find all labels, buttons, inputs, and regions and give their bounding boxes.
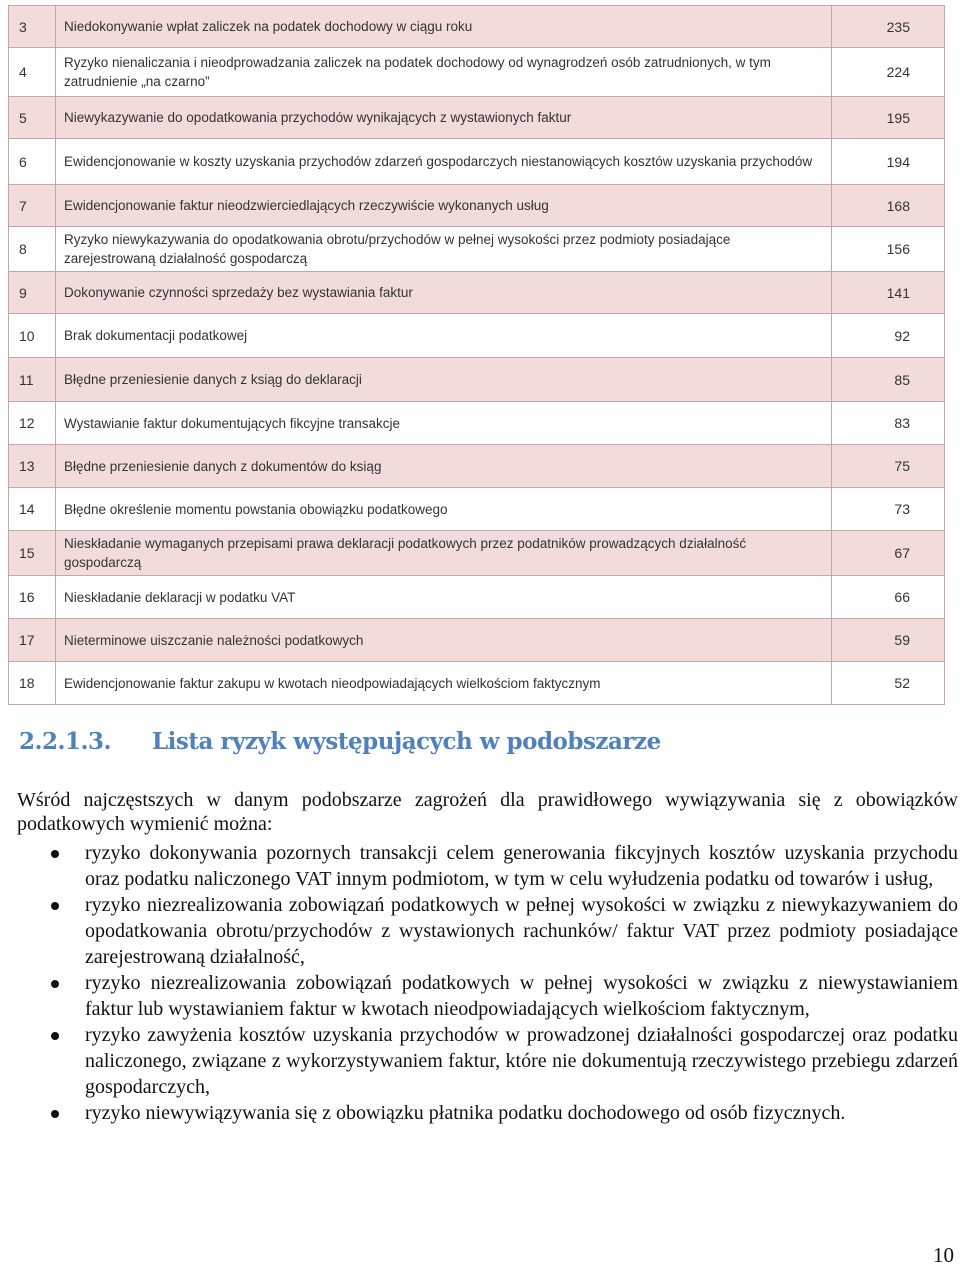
list-item bbox=[0, 840, 958, 892]
row-value: 168 bbox=[832, 185, 945, 227]
risk-table bbox=[8, 5, 945, 705]
row-value: 52 bbox=[832, 662, 945, 705]
list-item-text: ryzyko niezrealizowania zobowiązań podatkowych w pełnej wysokości w związku z niewykazywaniem do opodatkowania obrotu/przychodów z wystawionych rachunków/ faktur VAT przez podmioty posiadające zarejestrowaną działalność, bbox=[85, 894, 958, 968]
row-number: 8 bbox=[9, 227, 56, 272]
row-description: Ewidencjonowanie faktur nieodzwierciedlających rzeczywiście wykonanych usług bbox=[56, 185, 832, 227]
row-description: Ewidencjonowanie faktur zakupu w kwotach nieodpowiadających wielkościom faktycznym bbox=[56, 662, 832, 705]
row-number: 3 bbox=[9, 6, 56, 48]
row-number: 18 bbox=[9, 662, 56, 705]
row-value: 194 bbox=[832, 139, 945, 185]
row-description: Błędne określenie momentu powstania obowiązku podatkowego bbox=[56, 488, 832, 531]
list-item bbox=[0, 1022, 958, 1100]
row-value: 59 bbox=[832, 619, 945, 662]
table-row bbox=[9, 314, 945, 358]
row-description: Brak dokumentacji podatkowej bbox=[56, 314, 832, 358]
row-number: 7 bbox=[9, 185, 56, 227]
row-number: 15 bbox=[9, 531, 56, 576]
table-row bbox=[9, 576, 945, 619]
row-number: 11 bbox=[9, 358, 56, 402]
table-row bbox=[9, 139, 945, 185]
bullet-icon bbox=[51, 1110, 59, 1118]
row-number: 4 bbox=[9, 48, 56, 97]
row-description: Niedokonywanie wpłat zaliczek na podatek dochodowy w ciągu roku bbox=[56, 6, 832, 48]
section-number: 2.2.1.3. bbox=[19, 728, 112, 755]
table-row bbox=[9, 531, 945, 576]
row-description: Błędne przeniesienie danych z ksiąg do deklaracji bbox=[56, 358, 832, 402]
row-description: Nieskładanie wymaganych przepisami prawa deklaracji podatkowych przez podatników prowadzących działalność gospodarczą bbox=[56, 531, 832, 576]
table-row bbox=[9, 619, 945, 662]
row-description: Ryzyko nienaliczania i nieodprowadzania zaliczek na podatek dochodowy od wynagrodzeń osób zatrudnionych, w tym zatrudnienie „na czarno” bbox=[56, 48, 832, 97]
row-value: 67 bbox=[832, 531, 945, 576]
intro-paragraph: Wśród najczęstszych w danym podobszarze zagrożeń dla prawidłowego wywiązywania się z obowiązków podatkowych wymienić można: bbox=[17, 789, 958, 835]
row-value: 75 bbox=[832, 445, 945, 488]
list-item-text: ryzyko zawyżenia kosztów uzyskania przychodów w prowadzonej działalności gospodarczej oraz podatku naliczonego, związane z wykorzystywaniem faktur, które nie dokumentują rzeczywistego przebiegu zdarzeń gospodarczych, bbox=[85, 1024, 958, 1098]
row-value: 85 bbox=[832, 358, 945, 402]
list-item bbox=[0, 970, 958, 1022]
row-description: Nieterminowe uiszczanie należności podatkowych bbox=[56, 619, 832, 662]
row-value: 83 bbox=[832, 402, 945, 445]
row-description: Nieskładanie deklaracji w podatku VAT bbox=[56, 576, 832, 619]
row-description: Dokonywanie czynności sprzedaży bez wystawiania faktur bbox=[56, 272, 832, 314]
table-row bbox=[9, 185, 945, 227]
table-row bbox=[9, 97, 945, 139]
section-title: Lista ryzyk występujących w podobszarze bbox=[152, 728, 661, 755]
row-value: 235 bbox=[832, 6, 945, 48]
section-heading bbox=[19, 728, 661, 755]
row-number: 6 bbox=[9, 139, 56, 185]
page-number: 10 bbox=[933, 1243, 954, 1267]
row-number: 9 bbox=[9, 272, 56, 314]
row-value: 73 bbox=[832, 488, 945, 531]
bullet-icon bbox=[51, 1032, 59, 1040]
table-row bbox=[9, 358, 945, 402]
row-value: 224 bbox=[832, 48, 945, 97]
row-value: 92 bbox=[832, 314, 945, 358]
row-number: 14 bbox=[9, 488, 56, 531]
row-number: 12 bbox=[9, 402, 56, 445]
row-number: 10 bbox=[9, 314, 56, 358]
table-row bbox=[9, 445, 945, 488]
bullet-icon bbox=[51, 850, 59, 858]
list-item bbox=[0, 1100, 958, 1126]
table-row bbox=[9, 402, 945, 445]
row-number: 13 bbox=[9, 445, 56, 488]
row-value: 66 bbox=[832, 576, 945, 619]
risk-table-body bbox=[9, 6, 945, 705]
row-description: Ryzyko niewykazywania do opodatkowania obrotu/przychodów w pełnej wysokości przez podmioty posiadające zarejestrowaną działalność gospodarczą bbox=[56, 227, 832, 272]
bullet-icon bbox=[51, 902, 59, 910]
table-row bbox=[9, 662, 945, 705]
list-item-text: ryzyko dokonywania pozornych transakcji celem generowania fikcyjnych kosztów uzyskania przychodu oraz podatku naliczonego VAT innym podmiotom, w tym w celu wyłudzenia podatku od towarów i usług, bbox=[85, 842, 958, 890]
table-row bbox=[9, 272, 945, 314]
table-row bbox=[9, 48, 945, 97]
row-number: 17 bbox=[9, 619, 56, 662]
table-row bbox=[9, 6, 945, 48]
risk-list bbox=[0, 840, 958, 1126]
row-description: Niewykazywanie do opodatkowania przychodów wynikających z wystawionych faktur bbox=[56, 97, 832, 139]
bullet-icon bbox=[51, 980, 59, 988]
row-description: Ewidencjonowanie w koszty uzyskania przychodów zdarzeń gospodarczych niestanowiących kosztów uzyskania przychodów bbox=[56, 139, 832, 185]
row-number: 5 bbox=[9, 97, 56, 139]
list-item bbox=[0, 892, 958, 970]
row-value: 141 bbox=[832, 272, 945, 314]
list-item-text: ryzyko niezrealizowania zobowiązań podatkowych w pełnej wysokości w związku z niewystawianiem faktur lub wystawianiem faktur w kwotach nieodpowiadających wielkościom faktycznym, bbox=[85, 972, 958, 1020]
row-value: 156 bbox=[832, 227, 945, 272]
row-description: Wystawianie faktur dokumentujących fikcyjne transakcje bbox=[56, 402, 832, 445]
table-row bbox=[9, 488, 945, 531]
row-description: Błędne przeniesienie danych z dokumentów do ksiąg bbox=[56, 445, 832, 488]
table-row bbox=[9, 227, 945, 272]
row-value: 195 bbox=[832, 97, 945, 139]
row-number: 16 bbox=[9, 576, 56, 619]
list-item-text: ryzyko niewywiązywania się z obowiązku płatnika podatku dochodowego od osób fizycznych. bbox=[85, 1102, 846, 1124]
